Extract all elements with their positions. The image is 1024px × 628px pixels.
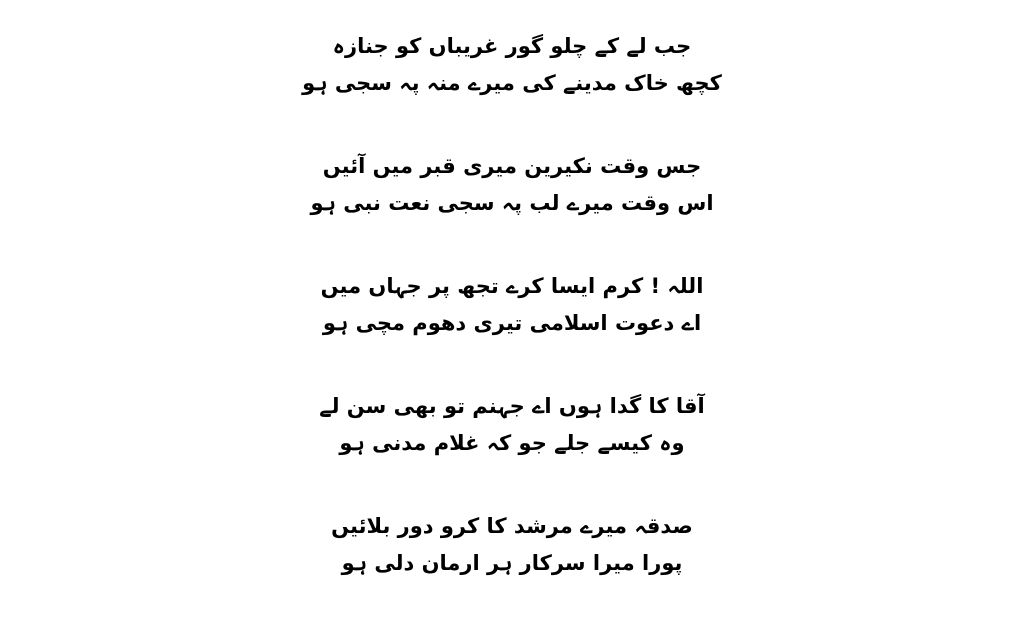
poem-line: کچھ خاک مدینے کی میرے منہ پہ سجی ہو — [302, 71, 722, 95]
poem-line: آقا کا گدا ہوں اے جہنم تو بھی سن لے — [319, 394, 705, 418]
stanza-2 — [0, 148, 1024, 222]
poem-line: اے دعوت اسلامی تیری دھوم مچی ہو — [322, 311, 702, 335]
poem-line: جب لے کے چلو گور غریباں کو جنازہ — [332, 34, 692, 58]
stanza-3 — [0, 268, 1024, 342]
poem-line: جس وقت نکیرین میری قبر میں آئیں — [322, 154, 702, 178]
poem-line: اس وقت میرے لب پہ سجی نعت نبی ہو — [310, 191, 714, 215]
poem-line: صدقہ میرے مرشد کا کرو دور بلائیں — [331, 514, 693, 538]
poem — [0, 28, 1024, 628]
stanza-4 — [0, 388, 1024, 462]
poem-line: اللہ ! کرم ایسا کرے تجھ پر جہاں میں — [320, 274, 704, 298]
stanza-5 — [0, 508, 1024, 582]
poem-line: پورا میرا سرکار ہر ارمان دلی ہو — [341, 551, 683, 575]
stanza-1 — [0, 28, 1024, 102]
poem-line: وہ کیسے جلے جو کہ غلام مدنی ہو — [339, 431, 685, 455]
